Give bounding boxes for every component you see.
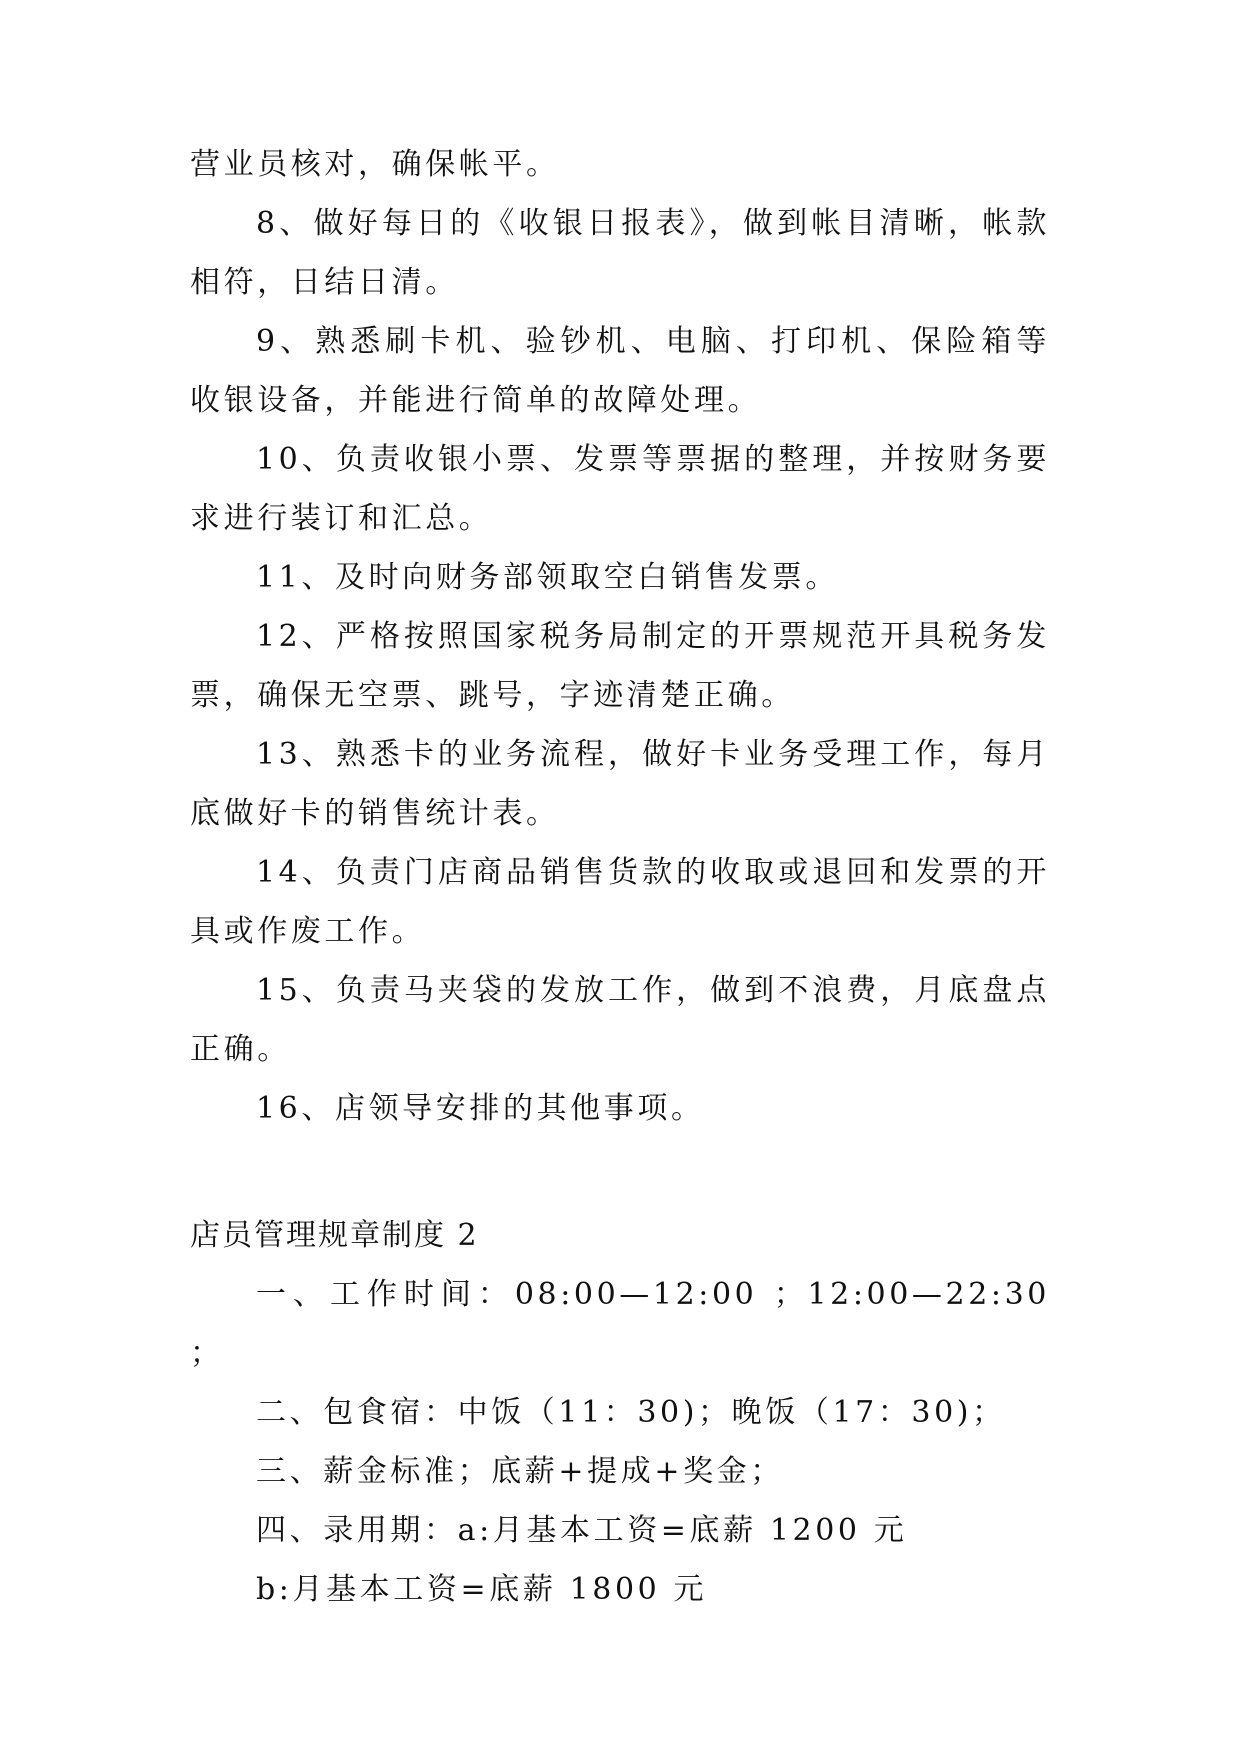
intro-line: 营业员核对，确保帐平。 [190,147,560,182]
section-item-probation-b: b:月基本工资=底薪 1800 元 [256,1572,708,1607]
section-2 [190,1206,1064,1619]
section-title: 店员管理规章制度 2 [190,1218,479,1253]
section-item-meals: 二、包食宿：中饭（11：30)；晚饭（17：30)； [256,1395,1006,1430]
list-item-16: 16、店领导安排的其他事项。 [256,1091,705,1126]
section-item-work-hours: 一、工作时间：08:00—12:00 ；12:00—22:30 ； [190,1277,1064,1371]
document-body [190,135,1050,1138]
list-item-13: 13、熟悉卡的业务流程，做好卡业务受理工作，每月底做好卡的销售统计表。 [190,737,1050,831]
list-item-10: 10、负责收银小票、发票等票据的整理，并按财务要求进行装订和汇总。 [190,442,1050,536]
list-item-11: 11、及时向财务部领取空白销售发票。 [256,560,839,595]
list-item-9: 9、熟悉刷卡机、验钞机、电脑、打印机、保险箱等收银设备，并能进行简单的故障处理。 [190,324,1050,418]
list-item-14: 14、负责门店商品销售货款的收取或退回和发票的开具或作废工作。 [190,855,1050,949]
list-item-8: 8、做好每日的《收银日报表》，做到帐目清晰，帐款相符，日结日清。 [190,206,1050,300]
list-item-12: 12、严格按照国家税务局制定的开票规范开具税务发票，确保无空票、跳号，字迹清楚正确。 [190,619,1050,713]
section-item-probation-a: 四、录用期：a:月基本工资=底薪 1200 元 [256,1513,908,1548]
list-item-15: 15、负责马夹袋的发放工作，做到不浪费，月底盘点正确。 [190,973,1050,1067]
section-item-salary: 三、薪金标准；底薪+提成+奖金； [256,1454,784,1489]
